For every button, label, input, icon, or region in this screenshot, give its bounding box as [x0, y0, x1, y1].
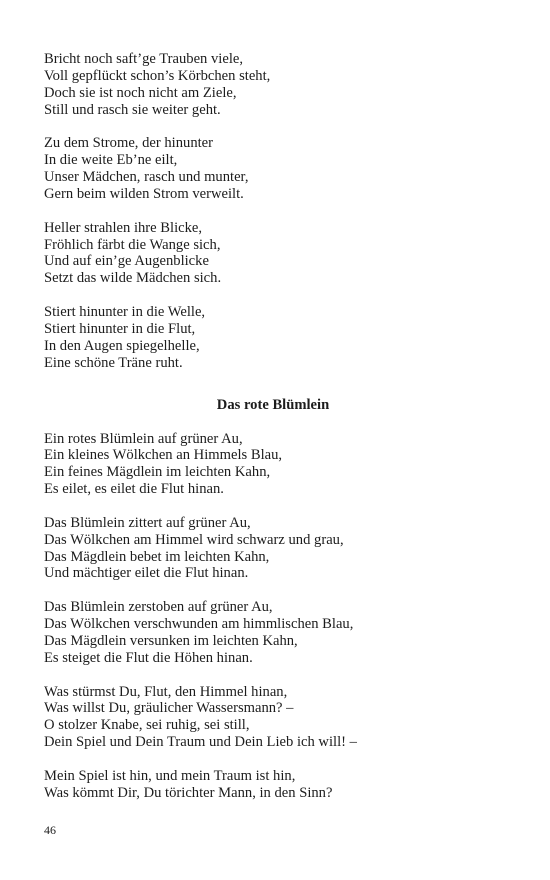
verse-line: Eine schöne Träne ruht. [44, 354, 183, 371]
verse-line: Was stürmst Du, Flut, den Himmel hinan, [44, 683, 288, 700]
verse-line: Das Mägdlein bebet im leichten Kahn, [44, 548, 270, 565]
verse-line: Mein Spiel ist hin, und mein Traum ist hin, [44, 768, 296, 784]
verse-line: Was kömmt Dir, Du törichter Mann, in den Sinn? [44, 784, 333, 801]
verse-line: O stolzer Knabe, sei ruhig, sei still, [44, 717, 250, 734]
verse-line: Das Blümlein zittert auf grüner Au, [44, 514, 251, 531]
verse-line: Unser Mädchen, rasch und munter, [44, 169, 249, 186]
stanza [44, 51, 510, 118]
verse-line: Fröhlich färbt die Wange sich, [44, 236, 221, 253]
verse-line: Und auf ein’ge Augenblicke [44, 253, 209, 270]
poem-body [44, 431, 510, 802]
verse-line: Still und rasch sie weiter geht. [44, 101, 221, 118]
verse-line: Das Wölkchen verschwunden am himmlischen Blau, [44, 616, 354, 633]
verse-line: Bricht noch saft’ge Trauben viele, [44, 51, 243, 67]
verse-line: Heller strahlen ihre Blicke, [44, 219, 203, 236]
verse-line: Stiert hinunter in die Flut, [44, 320, 196, 337]
stanza [44, 768, 510, 802]
verse-line: Das Blümlein zerstoben auf grüner Au, [44, 599, 273, 616]
verse-line: Es steiget die Flut die Höhen hinan. [44, 649, 253, 666]
stanza [44, 684, 510, 751]
verse-line: Es eilet, es eilet die Flut hinan. [44, 481, 224, 498]
verse-line: Gern beim wilden Strom verweilt. [44, 185, 244, 202]
verse-line: Das Mägdlein versunken im leichten Kahn, [44, 632, 298, 649]
page-number: 46 [44, 823, 56, 837]
verse-line: Ein kleines Wölkchen an Himmels Blau, [44, 447, 283, 464]
verse-line: Das Wölkchen am Himmel wird schwarz und grau, [44, 531, 344, 548]
stanza [44, 135, 510, 202]
verse-line: Zu dem Strome, der hinunter [44, 135, 214, 152]
stanza [44, 220, 510, 287]
verse-line: Stiert hinunter in die Welle, [44, 304, 206, 321]
verse-line: In die weite Eb’ne eilt, [44, 152, 178, 169]
verse-line: Und mächtiger eilet die Flut hinan. [44, 565, 249, 582]
verse-line: Setzt das wilde Mädchen sich. [44, 270, 222, 287]
stanza [44, 304, 510, 371]
verse-line: Ein feines Mägdlein im leichten Kahn, [44, 464, 271, 481]
poem-title: Das rote Blümlein [216, 396, 330, 413]
stanza [44, 515, 510, 582]
stanza [44, 431, 510, 498]
verse-line: Ein rotes Blümlein auf grüner Au, [44, 430, 243, 447]
verse-line: In den Augen spiegelhelle, [44, 337, 200, 354]
verse-line: Was willst Du, gräulicher Wassersmann? – [44, 700, 294, 717]
verse-line: Doch sie ist noch nicht am Ziele, [44, 84, 237, 101]
stanza [44, 599, 510, 666]
verse-line: Dein Spiel und Dein Traum und Dein Lieb ich will! – [44, 734, 357, 751]
verse-line: Voll gepflückt schon’s Körbchen steht, [44, 67, 271, 84]
previous-poem-continuation [44, 51, 510, 372]
